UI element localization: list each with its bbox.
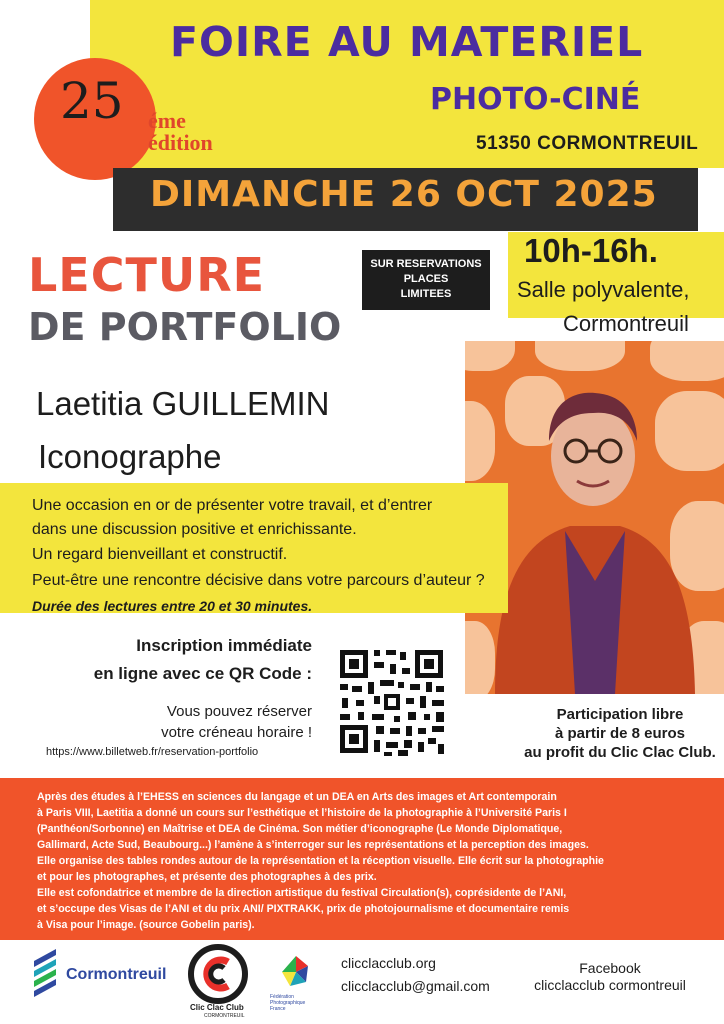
- club-name: Clic Clac Club: [190, 1003, 244, 1012]
- bio-line: et s’occupe des Visas de l’ANI et du prix ANI/ PIXTRAKK, prix de photojournalisme et documentaire remis: [37, 903, 570, 915]
- bio-line: Gallimard, Acte Sud, Beaubourg...) l’amène à s’interroger sur les représentations et la perception des images.: [37, 839, 589, 851]
- venue-line-1: Salle polyvalente,: [517, 277, 690, 302]
- inscription-line-1: Inscription immédiate: [136, 636, 312, 655]
- cormontreuil-logo-icon: [30, 947, 66, 1001]
- reservation-link[interactable]: https://www.billetweb.fr/reservation-portfolio: [46, 746, 259, 758]
- participation-line: Participation libre: [556, 706, 684, 723]
- bio-line: Elle est cofondatrice et membre de la direction artistique du festival Circulation(s), coprésidente de l’ANI,: [37, 887, 567, 899]
- event-subtitle: PHOTO-CINÉ: [430, 82, 641, 117]
- facebook-handle[interactable]: clicclacclub cormontreuil: [534, 977, 686, 993]
- description-line: Peut-être une rencontre décisive dans votre parcours d’auteur ?: [32, 572, 485, 589]
- federation-line: Fédération: [270, 994, 294, 1000]
- participation-line: à partir de 8 euros: [554, 725, 686, 742]
- federation-name: [270, 994, 305, 1012]
- bio-line: Après des études à l’EHESS en sciences du langage et un DEA en Arts des images et Art contemporain: [37, 791, 557, 803]
- clic-clac-club-logo-icon: [188, 944, 248, 1004]
- bio-line: et pour les photographes, et présente des photographes à des prix.: [37, 871, 377, 883]
- speaker-name: Laetitia GUILLEMIN: [36, 385, 330, 422]
- email-link[interactable]: clicclacclub@gmail.com: [341, 978, 490, 994]
- event-hours: 10h-16h.: [524, 232, 658, 269]
- participation-line: au profit du Clic Clac Club.: [524, 744, 716, 761]
- website-link[interactable]: clicclacclub.org: [341, 955, 436, 971]
- facebook-label: Facebook: [579, 960, 641, 976]
- federation-line: Photographique: [270, 1000, 306, 1006]
- event-city: 51350 CORMONTREUIL: [476, 133, 699, 154]
- reserve-line-2: votre créneau horaire !: [161, 724, 312, 741]
- venue-line-2: Cormontreuil: [563, 311, 689, 336]
- bio-line: à Visa pour l’image. (source Gobelin paris).: [37, 919, 255, 931]
- edition-suffix-2: édition: [148, 130, 213, 155]
- description-line: Une occasion en or de présenter votre travail, et d’entrer: [32, 497, 433, 514]
- description-line: Un regard bienveillant et constructif.: [32, 546, 288, 563]
- event-title: FOIRE AU MATERIEL: [170, 18, 644, 66]
- duration-note: Durée des lectures entre 20 et 30 minutes.: [32, 598, 313, 614]
- edition-suffix: [148, 110, 213, 154]
- edition-suffix-1: éme: [148, 108, 186, 133]
- reservation-note-line: PLACES: [403, 273, 449, 285]
- participation-info: [520, 705, 720, 762]
- description-line: dans une discussion positive et enrichissante.: [32, 521, 357, 538]
- federation-logo-icon: [276, 952, 316, 992]
- event-date: DIMANCHE 26 OCT 2025: [150, 174, 658, 215]
- speaker-role: Iconographe: [38, 438, 222, 475]
- reservation-note: [362, 250, 490, 310]
- reserve-line-1: Vous pouvez réserver: [166, 703, 312, 720]
- bio-line: (Panthéon/Sorbonne) en Maîtrise et DEA de Cinéma. Son métier d’iconographe (Le Monde Diplomatique,: [37, 823, 563, 835]
- edition-number: 25: [60, 72, 124, 130]
- bio-line: Elle organise des tables rondes autour de la représentation et la réception visuelle. Elle écrit sur la photographie: [37, 855, 604, 867]
- lecture-title: LECTURE: [28, 248, 266, 302]
- bio-line: à Paris VIII, Laetitia a donné un cours sur l’esthétique et l’histoire de la photographie à l’Université Paris I: [37, 807, 567, 819]
- qr-code[interactable]: [328, 638, 455, 765]
- sponsor-name: Cormontreuil: [66, 966, 167, 983]
- inscription-line-2: en ligne avec ce QR Code :: [93, 664, 312, 683]
- reservation-note-line: LIMITEES: [400, 288, 452, 300]
- portfolio-title: DE PORTFOLIO: [28, 305, 342, 349]
- reservation-note-line: SUR RESERVATIONS: [370, 258, 482, 270]
- federation-line: France: [270, 1006, 286, 1012]
- club-subtitle: CORMONTREUIL: [204, 1013, 245, 1019]
